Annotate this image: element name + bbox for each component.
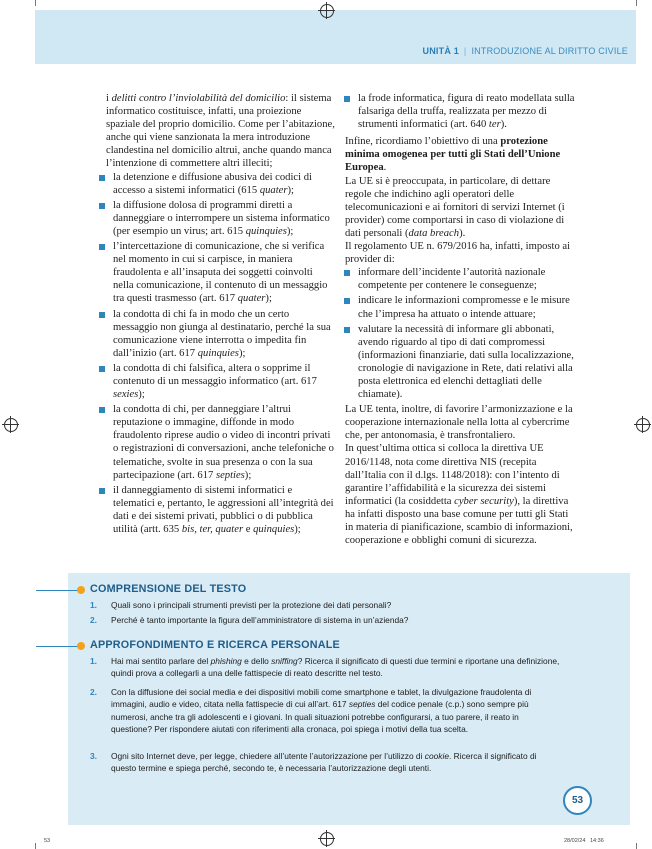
section-rule — [36, 590, 82, 591]
list-item-text: indicare le informazioni compromesse e le misure che l’impresa ha attuato o intende attuare; — [358, 295, 570, 320]
crop-mark — [636, 0, 637, 6]
question-text: Quali sono i principali strumenti previsti per la protezione dei dati personali? — [111, 600, 392, 610]
paragraph: La UE tenta, inoltre, di favorire l’armonizzazione e la cooperazione internazionale nella lotta al cybercrime che, per antonomasia, è transfrontaliero. — [345, 404, 573, 442]
list-item — [100, 362, 335, 401]
question-number: 1. — [90, 656, 97, 666]
list-item — [345, 92, 578, 131]
square-bullet-icon — [344, 327, 350, 333]
crop-mark — [35, 0, 36, 6]
question-number: 2. — [90, 687, 97, 697]
intro-paragraph: i delitti contro l’inviolabilità del domicilio: il sistema informatico costituisce, infatti, una proiezione spaziale del proprio domicilio. Come per l’abitazione, anche qui viene sanzionata la mera introduzione clandestina nel domicilio altrui, anche quando manca l’intenzione di commettere altri illeciti; — [106, 93, 335, 170]
list-item — [345, 323, 578, 402]
question-item — [90, 599, 560, 611]
section-dot-icon — [77, 642, 85, 650]
list-item — [100, 171, 335, 197]
list-item-text: valutare la necessità di informare gli abbonati, avendo riguardo al tipo di dati compromessi (informazioni finanziarie, dati sulla localizzazione, cronologie di navigazione in Rete, dati relativi alla posta elettronica ed elenchi dettagliati delle chiamate). — [358, 323, 574, 401]
right-bullet-list — [345, 266, 578, 401]
section-title-comprensione: COMPRENSIONE DEL TESTO — [90, 583, 247, 595]
question-text: Perché è tanto importante la figura dell’amministratore di sistema in un’azienda? — [111, 615, 409, 625]
list-item-text: informare dell’incidente l’autorità nazionale competente per contenere le conseguenze; — [358, 267, 546, 292]
header-separator: | — [463, 46, 467, 56]
paragraph: In quest’ultima ottica si colloca la direttiva UE 2016/1148, nota come direttiva NIS (recepita dall’Italia con il d.lgs. 1148/2018): con l’intento di garantire l’affidabilità e la sicurezza dei sistemi informatici (la cosiddetta cyber security), la direttiva ha infatti disposto una base comune per tutti gli Stati in materia di pianificazione, scambio di informazioni, cooperazione e obblighi comuni di sicurezza. — [345, 443, 573, 547]
footer-time: 14:36 — [590, 838, 604, 844]
crop-mark — [636, 843, 637, 849]
list-item — [100, 308, 335, 360]
square-bullet-icon — [99, 244, 105, 250]
list-item-text: la detenzione e diffusione abusiva dei codici di accesso a sistemi informatici (615 quater); — [113, 171, 312, 196]
question-text: Ogni sito Internet deve, per legge, chiedere all’utente l’autorizzazione per l’utilizzo di cookie. Ricerca il significato di questo termine e spiega perché, secondo te, è necessaria l’autorizzazione degli utenti. — [111, 751, 537, 774]
square-bullet-icon — [99, 203, 105, 209]
crop-mark — [35, 843, 36, 849]
question-item — [90, 686, 560, 736]
square-bullet-icon — [99, 407, 105, 413]
chapter-title: INTRODUZIONE AL DIRITTO CIVILE — [471, 46, 628, 56]
question-number: 1. — [90, 600, 97, 610]
question-item — [90, 614, 560, 626]
section-rule — [36, 646, 82, 647]
list-item-text: la condotta di chi, per danneggiare l’altrui reputazione o immagine, diffonde in modo fraudolento riprese audio o video di incontri privati o registrazioni di conversazioni, anche telefoniche o telematiche, svolte in sua presenza o con la sua partecipazione (art. 617 septies); — [113, 404, 334, 481]
list-item-text: la condotta di chi fa in modo che un certo messaggio non giunga al destinatario, perché la sua comunicazione viene interrotta o impedita fin dall’inizio (art. 617 quinquies); — [113, 308, 331, 359]
left-bullet-list — [100, 171, 335, 537]
list-item-text: il danneggiamento di sistemi informatici e telematici e, pertanto, le aggressioni all’integrità dei dati e dei sistemi privati, pubblici o di pubblica utilità (artt. 635 bis, ter, quater e quinquies); — [113, 484, 334, 535]
list-item — [345, 294, 578, 320]
left-text-column — [100, 92, 335, 538]
list-item — [100, 484, 335, 536]
footer-page: 53 — [44, 838, 51, 844]
question-item — [90, 655, 560, 680]
list-item — [345, 266, 578, 292]
square-bullet-icon — [99, 488, 105, 494]
list-item — [100, 403, 335, 482]
list-item-text: la frode informatica, figura di reato modellata sulla falsariga della truffa, realizzata per mezzo di strumenti informatici (art. 640 ter). — [358, 93, 575, 131]
paragraph: Il regolamento UE n. 679/2016 ha, infatti, imposto ai provider di: — [345, 241, 571, 266]
question-number: 3. — [90, 751, 97, 761]
list-item — [100, 240, 335, 305]
running-header — [423, 46, 628, 56]
question-item — [90, 750, 560, 775]
square-bullet-icon — [99, 366, 105, 372]
square-bullet-icon — [99, 312, 105, 318]
question-number: 2. — [90, 615, 97, 625]
square-bullet-icon — [344, 298, 350, 304]
list-item-text: la condotta di chi falsifica, altera o sopprime il contenuto di un messaggio informatico (art. 617 sexies); — [113, 362, 317, 401]
question-text: Con la diffusione dei social media e dei dispositivi mobili come smartphone e tablet, la divulgazione fraudolenta di immagini, audio e video, citata nella fattispecie di cui all’art. 617 septies del codice penale (c.p.) sono sempre più numerosi, anche tra gli adolescenti e i giovani. In quali situazioni potrebbe configurarsi, a tuo parere, il reato in questione? Per rispondere aiutati con riferimenti alla cronaca, poi spiega i motivi della tua scelta. — [111, 687, 532, 735]
square-bullet-icon — [344, 270, 350, 276]
question-text: Hai mai sentito parlare del phishing e dello sniffing? Ricerca il significato di questi due termini e riportane una definizione, quindi prova a collegarli a una delle fattispecie di reato descritte nel testo. — [111, 656, 560, 679]
section-dot-icon — [77, 586, 85, 594]
page-number: 53 — [563, 786, 592, 815]
list-item-text: la diffusione dolosa di programmi diretti a danneggiare o interrompere un sistema informatico (per esempio un virus; art. 615 quinquies); — [113, 199, 330, 237]
registration-mark-right — [636, 418, 650, 432]
footer-date: 28/02/24 — [564, 838, 586, 844]
paragraph: Infine, ricordiamo l’obiettivo di una protezione minima omogenea per tutti gli Stati dell’Unione Europea. — [345, 136, 561, 174]
paragraph: La UE si è preoccupata, in particolare, di dettare regole che indichino agli operatori delle telecomunicazioni e ai fornitori di servizi Internet (i provider) come comportarsi in caso di violazione di dati personali (data breach). — [345, 175, 565, 239]
list-item-text: l’intercettazione di comunicazione, che si verifica nel momento in cui si carpisce, in maniera fraudolenta e all’insaputa dei soggetti coinvolti nella comunicazione, il contenuto di un messaggio tra questi trasmesso (art. 617 quater); — [113, 241, 328, 305]
right-text-column — [345, 92, 578, 547]
list-item — [100, 199, 335, 238]
registration-mark-top — [320, 4, 334, 18]
registration-mark-bottom — [320, 832, 334, 846]
square-bullet-icon — [344, 96, 350, 102]
square-bullet-icon — [99, 175, 105, 181]
section-title-approfondimento: APPROFONDIMENTO E RICERCA PERSONALE — [90, 639, 340, 651]
unit-label: UNITÀ 1 — [422, 46, 459, 56]
registration-mark-left — [4, 418, 18, 432]
